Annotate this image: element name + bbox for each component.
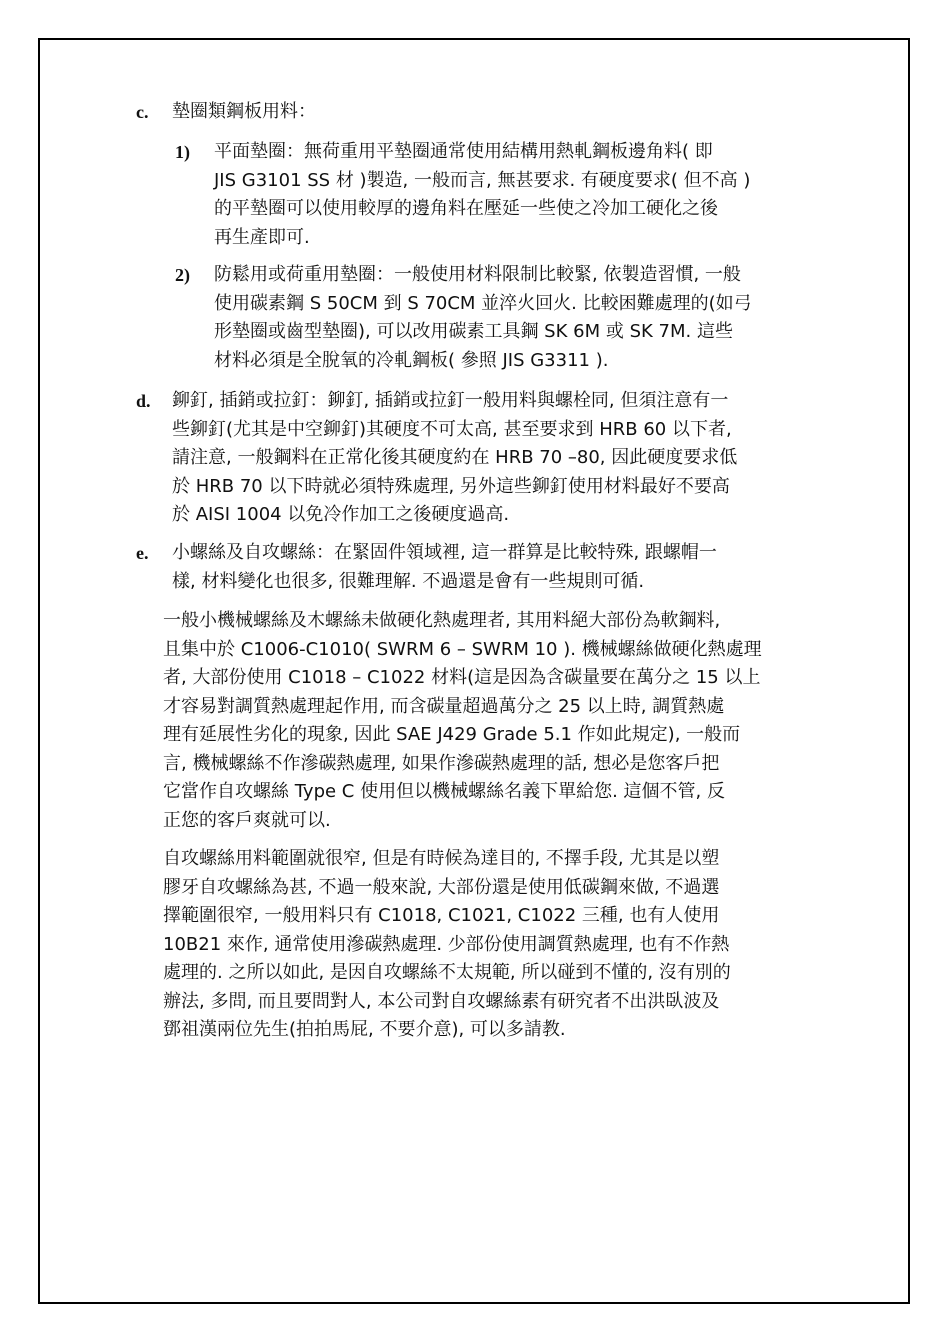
paragraph-self-tapping-screws — [163, 845, 862, 1045]
text-line: 才容易對調質熱處理起作用, 而含碳量超過萬分之 25 以上時, 調質熱處 — [163, 695, 725, 717]
list-marker: d. — [136, 391, 151, 411]
text-line: 且集中於 C1006-C1010( SWRM 6 – SWRM 10 ). 機械螺絲做硬化熱處理 — [163, 638, 762, 660]
text-line: 於 AISI 1004 以免冷作加工之後硬度過高. — [172, 504, 510, 525]
text-line: 自攻螺絲用料範圍就很窄, 但是有時候為達目的, 不擇手段, 尤其是以塑 — [163, 848, 720, 869]
text-line: 處理的. 之所以如此, 是因自攻螺絲不太規範, 所以碰到不懂的, 沒有別的 — [163, 962, 731, 983]
list-marker: c. — [136, 102, 149, 122]
list-item-text — [172, 539, 862, 596]
list-item-text — [214, 261, 859, 375]
text-line: 小螺絲及自攻螺絲：在緊固件領域裡, 這一群算是比較特殊, 跟螺帽一 — [172, 542, 717, 563]
text-line: 一般小機械螺絲及木螺絲未做硬化熱處理者, 其用料絕大部份為軟鋼料, — [163, 610, 721, 631]
list-item-text — [172, 387, 862, 530]
text-line: 樣, 材料變化也很多, 很難理解. 不過還是會有一些規則可循. — [172, 570, 645, 592]
text-line: 使用碳素鋼 S 50CM 到 S 70CM 並淬火回火. 比較困難處理的(如弓 — [214, 292, 752, 314]
text-line: 些鉚釘(尤其是中空鉚釘)其硬度不可太高, 甚至要求到 HRB 60 以下者, — [172, 418, 732, 440]
text-line: 平面墊圈：無荷重用平墊圈通常使用結構用熱軋鋼板邊角料( 即 — [214, 141, 713, 162]
text-line: 鉚釘, 插銷或拉釘：鉚釘, 插銷或拉釘一般用料與螺栓同, 但須注意有一 — [172, 390, 729, 411]
text-line: 材料必須是全脫氧的冷軋鋼板( 參照 JIS G3311 ). — [214, 349, 609, 371]
list-item-text — [214, 138, 859, 252]
text-line: 的平墊圈可以使用較厚的邊角料在壓延一些使之冷加工硬化之後 — [214, 198, 718, 219]
text-line: 言, 機械螺絲不作滲碳熱處理, 如果作滲碳熱處理的話, 想必是您客戶把 — [163, 752, 720, 774]
text-line: 墊圈類鋼板用料： — [172, 101, 316, 122]
text-line: 辦法, 多問, 而且要問對人, 本公司對自攻螺絲素有研究者不出洪臥波及 — [163, 990, 720, 1012]
paragraph-machine-screws — [163, 607, 862, 835]
text-line: 者, 大部份使用 C1018 – C1022 材料(這是因為含碳量要在萬分之 15 以上 — [163, 667, 761, 688]
list-marker: e. — [136, 543, 149, 563]
text-line: 膠牙自攻螺絲為甚, 不過一般來說, 大部份還是使用低碳鋼來做, 不過選 — [163, 876, 720, 898]
text-line: 再生產即可. — [214, 226, 310, 248]
text-line: 正您的客戶爽就可以. — [163, 809, 331, 831]
text-line: 請注意, 一般鋼料在正常化後其硬度約在 HRB 70 –80, 因此硬度要求低 — [172, 447, 738, 468]
list-marker: 2) — [175, 265, 190, 285]
text-line: 鄧祖漢兩位先生(拍拍馬屁, 不要介意), 可以多請教. — [163, 1019, 566, 1040]
text-line: 10B21 來作, 通常使用滲碳熱處理. 少部份使用調質熱處理, 也有不作熱 — [163, 933, 730, 955]
text-line: 它當作自攻螺絲 Type C 使用但以機械螺絲名義下單給您. 這個不管, 反 — [163, 781, 725, 802]
list-marker: 1) — [175, 142, 190, 162]
text-line: 防鬆用或荷重用墊圈：一般使用材料限制比較緊, 依製造習慣, 一般 — [214, 264, 741, 285]
text-line: 擇範圍很窄, 一般用料只有 C1018, C1021, C1022 三種, 也有人使用 — [163, 905, 720, 926]
text-line: 於 HRB 70 以下時就必須特殊處理, 另外這些鉚釘使用材料最好不要高 — [172, 475, 730, 497]
text-line: 形墊圈或齒型墊圈), 可以改用碳素工具鋼 SK 6M 或 SK 7M. 這些 — [214, 321, 733, 342]
list-item-text — [172, 98, 862, 127]
text-line: 理有延展性劣化的現象, 因此 SAE J429 Grade 5.1 作如此規定), 一般而 — [163, 724, 741, 745]
text-line: JIS G3101 SS 材 )製造, 一般而言, 無甚要求. 有硬度要求( 但不高 ) — [214, 169, 751, 191]
